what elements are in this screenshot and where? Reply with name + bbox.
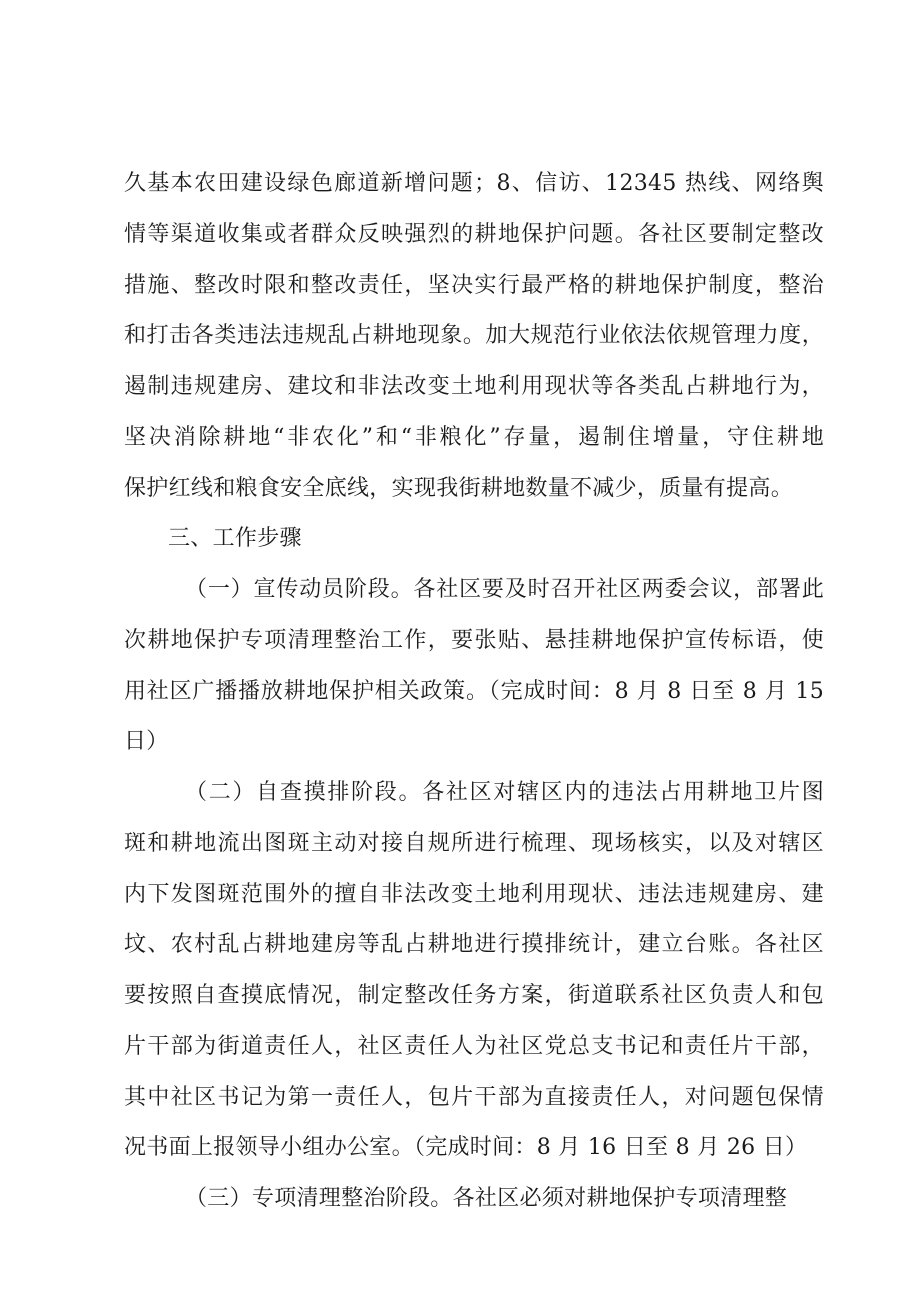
- text-line: 久基本农田建设绿色廊道新增问题；8、信访、12345 热线、网络舆: [124, 171, 824, 196]
- paragraph-first-line: （二）自查摸排阶段。各社区对辖区内的违法占用耕地卫片图: [185, 780, 824, 805]
- text-line: 其中社区书记为第一责任人，包片干部为直接责任人，对问题包保情: [124, 1085, 824, 1110]
- text-line: 片干部为街道责任人，社区责任人为社区党总支书记和责任片干部，: [124, 1034, 824, 1059]
- text-line: 坟、农村乱占耕地建房等乱占耕地进行摸排统计，建立台账。各社区: [124, 932, 824, 957]
- text-line: 次耕地保护专项清理整治工作，要张贴、悬挂耕地保护宣传标语，使: [124, 628, 824, 653]
- text-line: 内下发图斑范围外的擅自非法改变土地利用现状、违法违规建房、建: [124, 882, 824, 907]
- text-line: 坚决消除耕地“非农化”和“非粮化”存量，遏制住增量，守住耕地: [124, 425, 824, 450]
- text-line: 情等渠道收集或者群众反映强烈的耕地保护问题。各社区要制定整改: [124, 222, 824, 247]
- text-line: 和打击各类违法违规乱占耕地现象。加大规范行业依法依规管理力度，: [124, 323, 824, 348]
- text-line: 用社区广播播放耕地保护相关政策。（完成时间：8 月 8 日至 8 月 15: [124, 679, 824, 704]
- text-line: 遏制违规建房、建坟和非法改变土地利用现状等各类乱占耕地行为，: [124, 374, 824, 399]
- text-line: 保护红线和粮食安全底线，实现我街耕地数量不减少，质量有提高。: [124, 476, 794, 501]
- text-line: 日）: [124, 729, 169, 754]
- text-line: 斑和耕地流出图斑主动对接自规所进行梳理、现场核实，以及对辖区: [124, 831, 824, 856]
- section-heading: 三、工作步骤: [168, 526, 302, 551]
- paragraph-first-line: （三）专项清理整治阶段。各社区必须对耕地保护专项清理整: [185, 1186, 788, 1211]
- text-line: 措施、整改时限和整改责任，坚决实行最严格的耕地保护制度，整治: [124, 273, 824, 298]
- paragraph-first-line: （一）宣传动员阶段。各社区要及时召开社区两委会议，部署此: [185, 577, 824, 602]
- text-line: 况书面上报领导小组办公室。（完成时间：8 月 16 日至 8 月 26 日）: [124, 1135, 808, 1160]
- text-line: 要按照自查摸底情况，制定整改任务方案，街道联系社区负责人和包: [124, 983, 824, 1008]
